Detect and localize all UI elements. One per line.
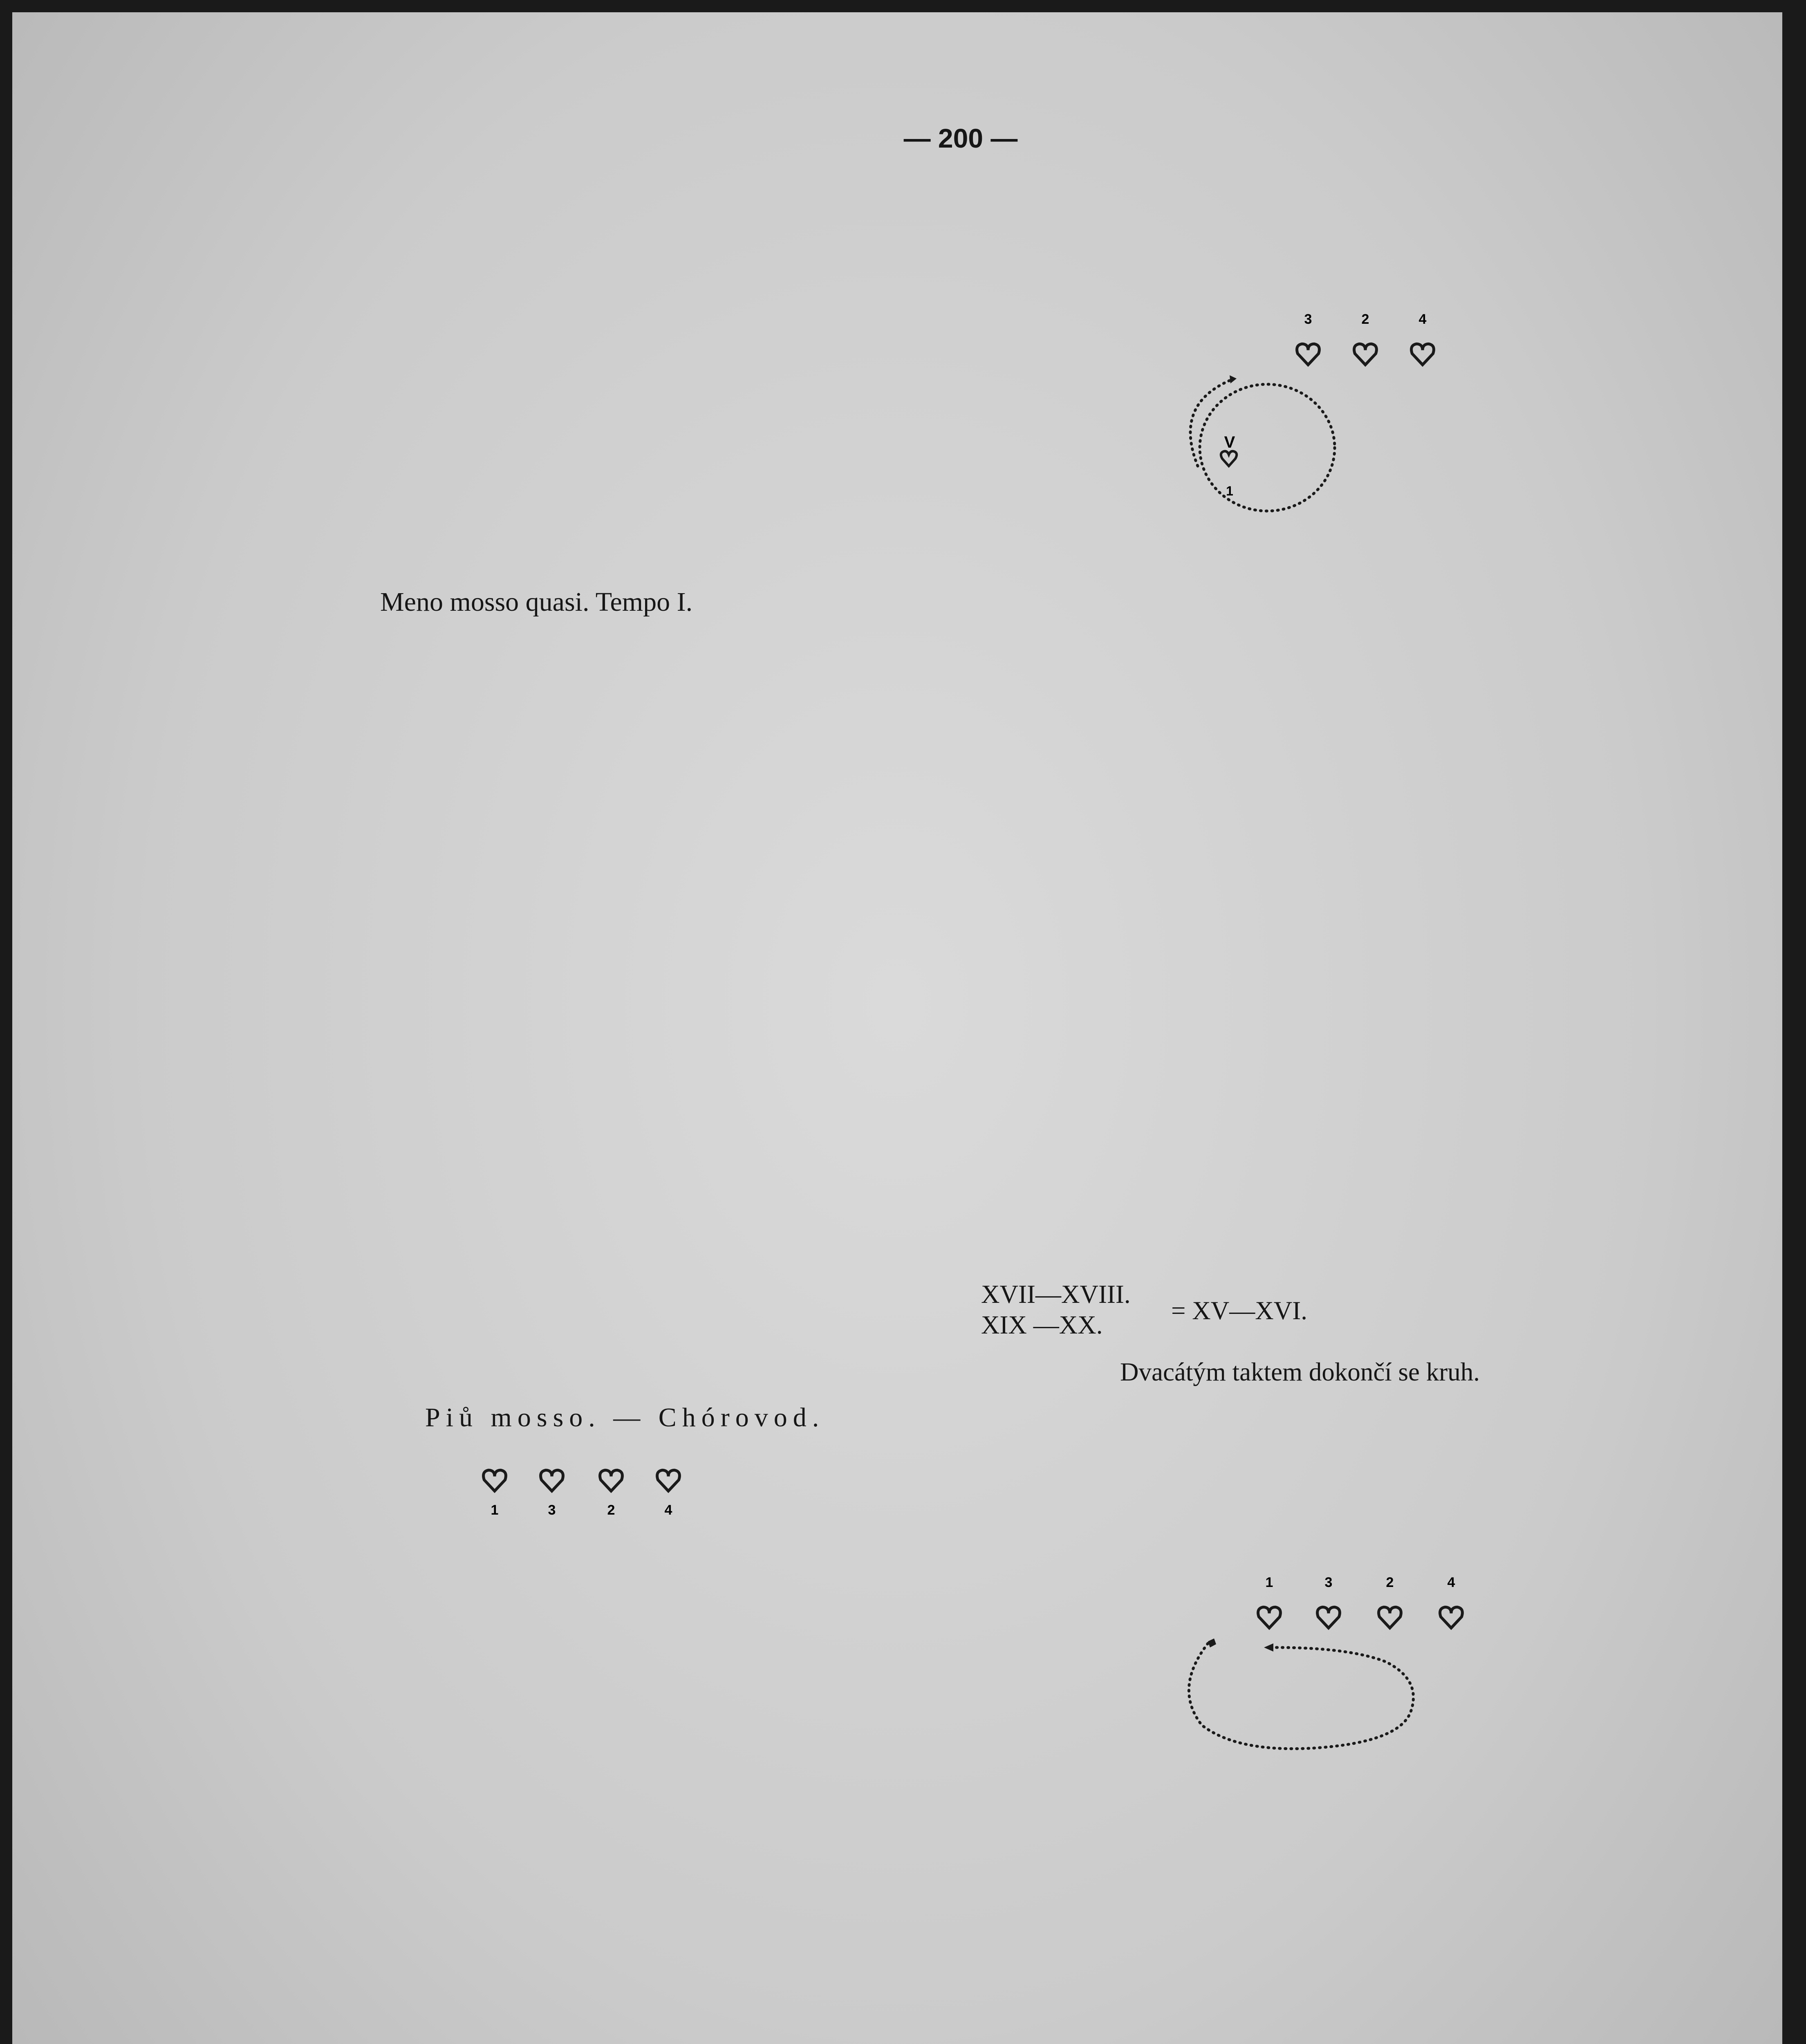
entry-line (239, 1762, 950, 1793)
entry-line (969, 644, 1647, 675)
entry-line (239, 805, 950, 836)
entry-line (239, 1670, 950, 1701)
entry-line (239, 1731, 950, 1762)
entry-line (981, 963, 1684, 993)
dancer-diagram-row (478, 1461, 707, 1527)
inner-number: 1 (1226, 484, 1233, 498)
entry-line (969, 192, 1647, 223)
entry-line (239, 867, 950, 897)
entry-line (981, 932, 1684, 963)
entry-line (981, 1239, 1684, 1269)
entry-line (239, 1915, 950, 1946)
entry-line (981, 1055, 1684, 1085)
entry-line (239, 897, 950, 928)
entry-line (969, 675, 1647, 705)
entry-line (239, 836, 950, 867)
circle-diagram-2 (1157, 1570, 1517, 1799)
entry-line (239, 1701, 950, 1731)
entry-line (239, 2007, 950, 2038)
entry-line (239, 1639, 950, 1670)
dancer-number: 4 (1418, 312, 1427, 327)
dancer-number: 2 (1361, 312, 1369, 327)
circle-path-2 (1189, 1643, 1413, 1749)
entry-line (239, 928, 950, 959)
dancer-heart-icon (541, 1470, 563, 1491)
right-entries (981, 871, 1684, 1269)
entry-line (239, 959, 950, 989)
entry-line (239, 1235, 950, 1265)
entry-line (239, 1081, 950, 1112)
entry-line (981, 1400, 1684, 1431)
entry-line (239, 560, 950, 591)
entry-line (239, 1265, 950, 1296)
entry-line (239, 1946, 950, 1977)
tempo-heading: Meno mosso quasi. Tempo I. (380, 587, 693, 617)
entry-line (239, 744, 950, 775)
entry-line (239, 499, 950, 529)
entry-line (239, 468, 950, 499)
dancer-heart-icon (600, 1470, 623, 1491)
entry-line (239, 1112, 950, 1143)
xvii-label: XVII—XVIII. (981, 1280, 1131, 1309)
entry-line (239, 1793, 950, 1823)
left-entries-1 (239, 192, 950, 591)
entry-line (239, 1296, 950, 1327)
dancer-number: 1 (491, 1502, 499, 1518)
entry-line (981, 1116, 1684, 1147)
entry-line (239, 192, 950, 223)
dancer-heart-icon (657, 1470, 680, 1491)
right-entries-top (969, 192, 1647, 284)
dancer-heart-icon (1412, 344, 1434, 365)
entry-line (239, 1357, 950, 1388)
dancer-heart-icon (1440, 1607, 1463, 1628)
entry-line (239, 1173, 950, 1204)
entry-line (239, 713, 950, 744)
dancer-number: 2 (607, 1502, 615, 1518)
entry-line (239, 2038, 950, 2044)
entry-line (981, 1523, 1684, 1553)
inner-dancer-heart-icon (1221, 451, 1237, 466)
entry-line (981, 1208, 1684, 1239)
entry-line (981, 993, 1684, 1024)
entry-line (981, 1461, 1684, 1492)
entry-line (981, 1492, 1684, 1523)
entry-line (981, 871, 1684, 901)
entry-line (239, 1977, 950, 2007)
chorovod-heading: Piů mosso. — Chórovod. (425, 1403, 825, 1432)
dancer-number: 3 (548, 1502, 556, 1518)
entry-line (969, 253, 1647, 284)
entry-line (239, 1327, 950, 1357)
entry-line (239, 1823, 950, 1854)
arrow-head-icon (1230, 375, 1237, 383)
entry-line (239, 683, 950, 713)
circle-diagram-1 (1157, 307, 1484, 560)
arrow-head-icon-2 (1264, 1643, 1273, 1652)
entry-line (969, 613, 1647, 644)
entry-line (239, 1204, 950, 1235)
entry-line (239, 1885, 950, 1915)
entry-line (981, 1147, 1684, 1177)
inner-letter: V (1224, 433, 1235, 451)
circle-path-1 (1200, 384, 1335, 511)
left-entries-2 (239, 621, 950, 1419)
entry-line (239, 529, 950, 560)
dvacatym-line: Dvacátým taktem dokončí se kruh. (1120, 1358, 1480, 1386)
dancer-number: 2 (1386, 1575, 1394, 1590)
entry-line (239, 223, 950, 253)
entry-line (969, 223, 1647, 253)
entry-line (239, 1854, 950, 1885)
dancer-heart-icon (484, 1470, 506, 1491)
xxi-entry (981, 1400, 1684, 1553)
entry-line (981, 1024, 1684, 1055)
entry-line (239, 376, 950, 407)
dancer-heart-icon (1318, 1607, 1340, 1628)
entry-line (239, 652, 950, 683)
xix-label: XIX —XX. (981, 1311, 1103, 1339)
page-number: — 200 — (903, 123, 1018, 153)
dancer-number: 1 (1265, 1575, 1273, 1590)
dancer-heart-icon (1297, 344, 1320, 365)
start-mark-icon (1208, 1638, 1216, 1647)
page (12, 12, 1782, 2044)
entry-line (239, 989, 950, 1020)
entry-line (239, 621, 950, 652)
entry-line (239, 1143, 950, 1173)
entry-line (239, 407, 950, 437)
entry-line (239, 775, 950, 805)
dancer-number: 4 (664, 1502, 672, 1518)
xvii-value: = XV—XVI. (1171, 1296, 1307, 1325)
entry-line (239, 253, 950, 284)
dancer-number: 3 (1324, 1575, 1333, 1590)
entry-line (981, 1177, 1684, 1208)
dancer-heart-icon (1258, 1607, 1281, 1628)
entry-line (239, 315, 950, 345)
dancer-number: 4 (1447, 1575, 1455, 1590)
entry-line (239, 1020, 950, 1051)
entry-line (239, 1051, 950, 1081)
entry-line (239, 1609, 950, 1639)
right-entries-mid (969, 583, 1647, 705)
entry-line (239, 437, 950, 468)
left-entries-3 (239, 1547, 950, 2044)
dancer-number: 3 (1304, 312, 1312, 327)
entry-line (981, 901, 1684, 932)
entry-line (981, 1085, 1684, 1116)
dancer-heart-icon (1379, 1607, 1401, 1628)
entry-line (239, 284, 950, 315)
entry-line (969, 583, 1647, 613)
entry-line (239, 1578, 950, 1609)
dancer-heart-icon (1354, 344, 1377, 365)
entry-line (239, 345, 950, 376)
entry-line (981, 1431, 1684, 1461)
entry-line (239, 1547, 950, 1578)
